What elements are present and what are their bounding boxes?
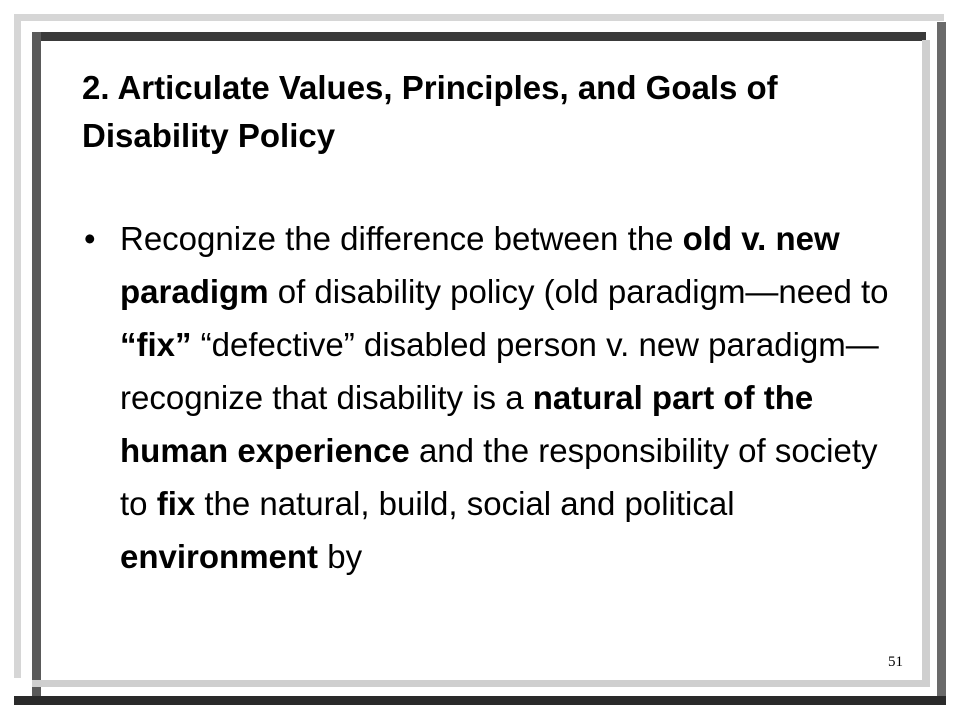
frame-bar-left-dark: [32, 32, 41, 702]
bullet-text-segment: the natural, build, social and political: [195, 485, 735, 522]
bullet-text-segment: by: [318, 538, 363, 575]
frame-bar-right-light: [922, 40, 930, 680]
bullet-text-emphasis: environment: [120, 538, 319, 575]
bullet-text-segment: Recognize the difference between the: [120, 220, 683, 257]
frame-bar-bottom-light: [32, 680, 930, 687]
frame-bar-right-dark: [937, 22, 946, 702]
bullet-text-segment: of disability policy (old paradigm—need to: [268, 273, 889, 310]
frame-bar-left-light: [14, 14, 21, 678]
page-number: 51: [888, 654, 903, 670]
bullet-text-emphasis: “fix”: [120, 326, 192, 363]
frame-bar-top-light: [14, 14, 944, 21]
frame-bar-top-dark: [32, 32, 926, 41]
bullet-text-segment: and the responsibility of society to: [120, 432, 878, 522]
bullet-text: [120, 220, 889, 575]
bullet-text-emphasis: old v. new paradigm: [120, 220, 840, 310]
slide-title: 2. Articulate Values, Principles, and Goals of Disability Policy: [82, 69, 778, 154]
bullet-text-segment: “defective” disabled person v. new paradigm—recognize that disability is a: [120, 326, 879, 416]
frame-bar-bottom-dark: [14, 696, 946, 705]
bullet-text-emphasis: natural part of the human experience: [120, 379, 814, 469]
bullet-list: [82, 212, 912, 583]
bullet-icon: •: [84, 220, 96, 257]
bullet-item: [82, 212, 912, 583]
bullet-text-emphasis: fix: [156, 485, 196, 522]
